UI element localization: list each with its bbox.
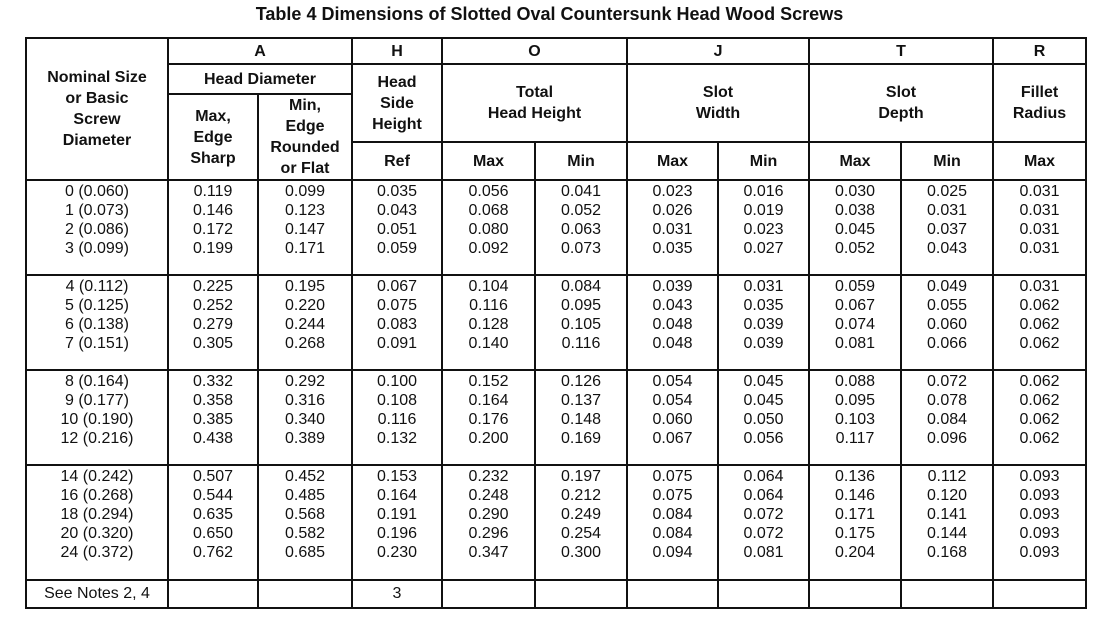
- table-row-group: [26, 275, 1086, 370]
- dimension-value: 0.279: [192, 316, 234, 333]
- nominal-size: 18 (0.294): [60, 506, 134, 523]
- dimension-value: 0.147: [284, 221, 326, 238]
- value-cell: [718, 275, 809, 370]
- value-cell: [901, 370, 993, 465]
- dimension-value: 0.094: [652, 544, 693, 561]
- nominal-size: 9 (0.177): [64, 392, 130, 409]
- dimension-value: 0.048: [652, 335, 693, 352]
- dimension-value: 0.066: [926, 335, 968, 352]
- dimension-value: 0.296: [468, 525, 509, 542]
- dimension-value: 0.582: [284, 525, 326, 542]
- header-letter-t: T: [809, 38, 993, 64]
- value-cell: [535, 180, 627, 275]
- value-cell: [168, 465, 258, 580]
- dimension-value: 0.055: [926, 297, 968, 314]
- value-cell: [718, 370, 809, 465]
- dimension-value: 0.635: [192, 506, 234, 523]
- dimension-value: 0.117: [835, 430, 875, 447]
- dimension-value: 0.292: [284, 373, 326, 390]
- dimension-value: 0.164: [468, 392, 509, 409]
- dimension-value: 0.081: [743, 544, 784, 561]
- table-title: Table 4 Dimensions of Slotted Oval Countersunk Head Wood Screws: [255, 4, 844, 24]
- dimension-value: 0.088: [834, 373, 876, 390]
- header-head-side-height: Head Side Height: [352, 64, 442, 142]
- dimension-value: 0.248: [468, 487, 509, 504]
- dimension-value: 0.438: [192, 430, 234, 447]
- dimension-value: 0.116: [469, 297, 508, 314]
- dimension-value: 0.168: [926, 544, 968, 561]
- dimension-value: 0.212: [560, 487, 602, 504]
- notes-cell: 3: [352, 580, 442, 608]
- dimensions-table: [25, 37, 1087, 609]
- dimension-value: 0.197: [560, 468, 602, 485]
- dimension-value: 0.385: [192, 411, 234, 428]
- nominal-size: 2 (0.086): [64, 221, 130, 238]
- notes-cell: [718, 580, 809, 608]
- dimension-value: 0.041: [560, 183, 602, 200]
- dimension-value: 0.031: [1019, 202, 1060, 219]
- dimension-value: 0.027: [743, 240, 784, 257]
- nominal-size: 14 (0.242): [60, 468, 134, 485]
- dimension-value: 0.038: [834, 202, 876, 219]
- dimension-value: 0.199: [192, 240, 234, 257]
- value-cell: [627, 465, 718, 580]
- dimension-value: 0.045: [834, 221, 876, 238]
- dimension-value: 0.485: [284, 487, 326, 504]
- value-cell: [258, 180, 352, 275]
- value-cell: [809, 180, 901, 275]
- dimension-value: 0.075: [376, 297, 418, 314]
- nominal-size: 0 (0.060): [64, 183, 130, 200]
- dimension-value: 0.175: [834, 525, 876, 542]
- nominal-size-cell: [26, 275, 168, 370]
- dimension-value: 0.031: [652, 221, 693, 238]
- nominal-size: 3 (0.099): [64, 240, 130, 257]
- dimension-value: 0.072: [743, 525, 784, 542]
- value-cell: [352, 180, 442, 275]
- dimension-value: 0.244: [284, 316, 326, 333]
- dimension-value: 0.062: [1019, 392, 1060, 409]
- value-cell: [718, 180, 809, 275]
- dimension-value: 0.152: [468, 373, 509, 390]
- dimension-value: 0.093: [1019, 468, 1060, 485]
- dimension-value: 0.116: [561, 335, 601, 352]
- dimension-value: 0.068: [468, 202, 509, 219]
- dimension-value: 0.347: [468, 544, 509, 561]
- table-row-group: [26, 370, 1086, 465]
- dimension-value: 0.026: [652, 202, 693, 219]
- dimension-value: 0.072: [926, 373, 968, 390]
- value-cell: [993, 465, 1086, 580]
- notes-cell: [993, 580, 1086, 608]
- dimension-value: 0.048: [652, 316, 693, 333]
- dimension-value: 0.067: [376, 278, 418, 295]
- value-cell: [993, 370, 1086, 465]
- dimension-value: 0.249: [560, 506, 602, 523]
- table-row-group: [26, 465, 1086, 580]
- dimension-value: 0.083: [376, 316, 418, 333]
- dimension-value: 0.043: [376, 202, 418, 219]
- dimension-value: 0.075: [652, 468, 693, 485]
- dimension-value: 0.650: [192, 525, 234, 542]
- dimension-value: 0.073: [560, 240, 602, 257]
- dimension-value: 0.019: [743, 202, 784, 219]
- dimension-value: 0.099: [284, 183, 326, 200]
- value-cell: [627, 275, 718, 370]
- dimension-value: 0.043: [652, 297, 693, 314]
- dimension-value: 0.063: [560, 221, 602, 238]
- value-cell: [627, 370, 718, 465]
- dimension-value: 0.043: [926, 240, 968, 257]
- header-min: Min: [718, 142, 809, 180]
- dimension-value: 0.200: [468, 430, 509, 447]
- value-cell: [627, 180, 718, 275]
- dimension-value: 0.148: [560, 411, 602, 428]
- dimension-value: 0.091: [376, 335, 418, 352]
- header-nominal-size: Nominal Size or Basic Screw Diameter: [26, 38, 168, 180]
- dimension-value: 0.060: [926, 316, 968, 333]
- dimension-value: 0.067: [652, 430, 693, 447]
- dimension-value: 0.105: [560, 316, 602, 333]
- nominal-size: 10 (0.190): [60, 411, 134, 428]
- dimension-value: 0.126: [560, 373, 602, 390]
- nominal-size: 24 (0.372): [60, 544, 134, 561]
- dimension-value: 0.305: [192, 335, 234, 352]
- dimension-value: 0.204: [834, 544, 876, 561]
- dimension-value: 0.075: [652, 487, 693, 504]
- dimension-value: 0.232: [468, 468, 509, 485]
- dimension-value: 0.172: [192, 221, 234, 238]
- nominal-size: 20 (0.320): [60, 525, 134, 542]
- dimension-value: 0.016: [743, 183, 784, 200]
- dimension-value: 0.358: [192, 392, 234, 409]
- dimension-value: 0.103: [834, 411, 876, 428]
- dimension-value: 0.171: [834, 506, 876, 523]
- nominal-size: 12 (0.216): [60, 430, 134, 447]
- dimension-value: 0.039: [743, 335, 784, 352]
- value-cell: [535, 465, 627, 580]
- notes-cell: [442, 580, 535, 608]
- notes-cell: [168, 580, 258, 608]
- dimension-value: 0.062: [1019, 373, 1060, 390]
- dimension-value: 0.056: [743, 430, 784, 447]
- nominal-size: 6 (0.138): [64, 316, 130, 333]
- notes-cell: [901, 580, 993, 608]
- value-cell: [993, 180, 1086, 275]
- header-letter-o: O: [442, 38, 627, 64]
- dimension-value: 0.062: [1019, 411, 1060, 428]
- dimension-value: 0.316: [284, 392, 326, 409]
- dimension-value: 0.039: [743, 316, 784, 333]
- header-max: Max: [627, 142, 718, 180]
- dimension-value: 0.128: [468, 316, 509, 333]
- value-cell: [809, 465, 901, 580]
- nominal-size: 4 (0.112): [65, 278, 129, 295]
- dimension-value: 0.146: [834, 487, 876, 504]
- value-cell: [718, 465, 809, 580]
- header-letter-j: J: [627, 38, 809, 64]
- dimension-value: 0.220: [284, 297, 326, 314]
- dimension-value: 0.084: [926, 411, 968, 428]
- value-cell: [809, 275, 901, 370]
- dimension-value: 0.230: [376, 544, 418, 561]
- dimension-value: 0.030: [834, 183, 876, 200]
- dimension-value: 0.093: [1019, 544, 1060, 561]
- dimension-value: 0.074: [834, 316, 876, 333]
- dimension-value: 0.093: [1019, 525, 1060, 542]
- header-ref: Ref: [352, 142, 442, 180]
- header-max: Max: [993, 142, 1086, 180]
- dimension-value: 0.084: [652, 506, 693, 523]
- notes-cell: [627, 580, 718, 608]
- dimension-value: 0.140: [468, 335, 509, 352]
- dimension-value: 0.685: [284, 544, 326, 561]
- header-slot-depth: Slot Depth: [809, 64, 993, 142]
- dimension-value: 0.062: [1019, 316, 1060, 333]
- value-cell: [993, 275, 1086, 370]
- dimension-value: 0.052: [560, 202, 602, 219]
- header-letter-h: H: [352, 38, 442, 64]
- dimension-value: 0.060: [652, 411, 693, 428]
- header-min-edge-rounded: Min, Edge Rounded or Flat: [258, 94, 352, 180]
- dimension-value: 0.095: [560, 297, 602, 314]
- dimension-value: 0.031: [1019, 240, 1060, 257]
- dimension-value: 0.023: [652, 183, 693, 200]
- dimension-value: 0.164: [376, 487, 418, 504]
- value-cell: [168, 180, 258, 275]
- value-cell: [442, 370, 535, 465]
- header-min: Min: [901, 142, 993, 180]
- dimension-value: 0.252: [192, 297, 234, 314]
- dimension-value: 0.332: [192, 373, 234, 390]
- dimension-value: 0.141: [926, 506, 968, 523]
- dimension-value: 0.195: [284, 278, 326, 295]
- dimension-value: 0.095: [834, 392, 876, 409]
- value-cell: [258, 370, 352, 465]
- dimension-value: 0.104: [468, 278, 509, 295]
- dimension-value: 0.144: [926, 525, 968, 542]
- dimension-value: 0.196: [376, 525, 418, 542]
- table-body: [26, 180, 1086, 608]
- dimension-value: 0.300: [560, 544, 602, 561]
- dimension-value: 0.059: [834, 278, 876, 295]
- dimension-value: 0.045: [743, 392, 784, 409]
- dimension-value: 0.054: [652, 392, 693, 409]
- header-max: Max: [809, 142, 901, 180]
- dimension-value: 0.171: [284, 240, 326, 257]
- dimension-value: 0.049: [926, 278, 968, 295]
- dimension-value: 0.169: [560, 430, 602, 447]
- value-cell: [352, 275, 442, 370]
- notes-cell: [535, 580, 627, 608]
- value-cell: [258, 275, 352, 370]
- dimension-value: 0.762: [192, 544, 234, 561]
- notes-cell: [809, 580, 901, 608]
- dimension-value: 0.080: [468, 221, 509, 238]
- dimension-value: 0.176: [468, 411, 509, 428]
- nominal-size: 7 (0.151): [64, 335, 130, 352]
- dimension-value: 0.507: [192, 468, 234, 485]
- dimension-value: 0.123: [284, 202, 326, 219]
- dimension-value: 0.031: [926, 202, 968, 219]
- dimension-value: 0.100: [376, 373, 418, 390]
- dimension-value: 0.039: [652, 278, 693, 295]
- value-cell: [442, 275, 535, 370]
- dimension-value: 0.054: [652, 373, 693, 390]
- dimension-value: 0.025: [926, 183, 968, 200]
- dimension-value: 0.225: [192, 278, 234, 295]
- nominal-size-cell: [26, 465, 168, 580]
- dimension-value: 0.064: [743, 468, 784, 485]
- dimension-value: 0.050: [743, 411, 784, 428]
- value-cell: [809, 370, 901, 465]
- dimension-value: 0.136: [834, 468, 876, 485]
- notes-cell: See Notes 2, 4: [26, 580, 168, 608]
- dimension-value: 0.035: [652, 240, 693, 257]
- dimension-value: 0.072: [743, 506, 784, 523]
- header-fillet-radius: Fillet Radius: [993, 64, 1086, 142]
- dimension-value: 0.052: [834, 240, 876, 257]
- value-cell: [901, 180, 993, 275]
- dimension-value: 0.137: [560, 392, 602, 409]
- header-total-head-height: Total Head Height: [442, 64, 627, 142]
- value-cell: [535, 370, 627, 465]
- dimension-value: 0.062: [1019, 297, 1060, 314]
- dimension-value: 0.568: [284, 506, 326, 523]
- dimension-value: 0.031: [743, 278, 784, 295]
- dimension-value: 0.051: [376, 221, 418, 238]
- dimension-value: 0.064: [743, 487, 784, 504]
- dimension-value: 0.452: [284, 468, 326, 485]
- header-slot-width: Slot Width: [627, 64, 809, 142]
- dimension-value: 0.340: [284, 411, 326, 428]
- dimension-value: 0.035: [376, 183, 418, 200]
- table-row-group: [26, 180, 1086, 275]
- value-cell: [352, 465, 442, 580]
- dimension-value: 0.059: [376, 240, 418, 257]
- dimension-value: 0.191: [376, 506, 418, 523]
- dimension-value: 0.153: [376, 468, 418, 485]
- header-head-diameter: Head Diameter: [168, 64, 352, 94]
- value-cell: [352, 370, 442, 465]
- nominal-size-cell: [26, 370, 168, 465]
- notes-row: [26, 580, 1086, 608]
- value-cell: [168, 275, 258, 370]
- value-cell: [901, 465, 993, 580]
- nominal-size-cell: [26, 180, 168, 275]
- dimension-value: 0.081: [834, 335, 876, 352]
- dimension-value: 0.035: [743, 297, 784, 314]
- value-cell: [258, 465, 352, 580]
- dimension-value: 0.254: [560, 525, 602, 542]
- dimension-value: 0.119: [193, 183, 233, 200]
- dimension-value: 0.093: [1019, 506, 1060, 523]
- dimension-value: 0.067: [834, 297, 876, 314]
- header-min: Min: [535, 142, 627, 180]
- dimension-value: 0.389: [284, 430, 326, 447]
- dimension-value: 0.108: [376, 392, 418, 409]
- dimension-value: 0.146: [192, 202, 234, 219]
- header-letter-a: A: [168, 38, 352, 64]
- nominal-size: 1 (0.073): [64, 202, 130, 219]
- dimension-value: 0.093: [1019, 487, 1060, 504]
- dimension-value: 0.062: [1019, 335, 1060, 352]
- dimension-value: 0.031: [1019, 221, 1060, 238]
- dimension-value: 0.062: [1019, 430, 1060, 447]
- dimension-value: 0.084: [560, 278, 602, 295]
- value-cell: [168, 370, 258, 465]
- notes-cell: [258, 580, 352, 608]
- dimension-value: 0.120: [926, 487, 968, 504]
- dimension-value: 0.056: [468, 183, 509, 200]
- dimension-value: 0.096: [926, 430, 968, 447]
- dimension-value: 0.084: [652, 525, 693, 542]
- dimension-value: 0.092: [468, 240, 509, 257]
- value-cell: [442, 465, 535, 580]
- dimension-value: 0.045: [743, 373, 784, 390]
- dimension-value: 0.037: [926, 221, 968, 238]
- dimension-value: 0.031: [1019, 278, 1060, 295]
- header-letter-r: R: [993, 38, 1086, 64]
- nominal-size: 5 (0.125): [64, 297, 130, 314]
- dimension-value: 0.132: [376, 430, 418, 447]
- dimension-value: 0.031: [1019, 183, 1060, 200]
- dimension-value: 0.116: [377, 411, 417, 428]
- dimension-value: 0.544: [192, 487, 234, 504]
- dimension-value: 0.023: [743, 221, 784, 238]
- value-cell: [535, 275, 627, 370]
- value-cell: [442, 180, 535, 275]
- dimension-value: 0.290: [468, 506, 509, 523]
- nominal-size: 16 (0.268): [60, 487, 134, 504]
- dimension-value: 0.268: [284, 335, 326, 352]
- dimension-value: 0.112: [927, 468, 967, 485]
- value-cell: [901, 275, 993, 370]
- header-max-edge-sharp: Max, Edge Sharp: [168, 94, 258, 180]
- dimension-value: 0.078: [926, 392, 968, 409]
- nominal-size: 8 (0.164): [64, 373, 130, 390]
- header-max: Max: [442, 142, 535, 180]
